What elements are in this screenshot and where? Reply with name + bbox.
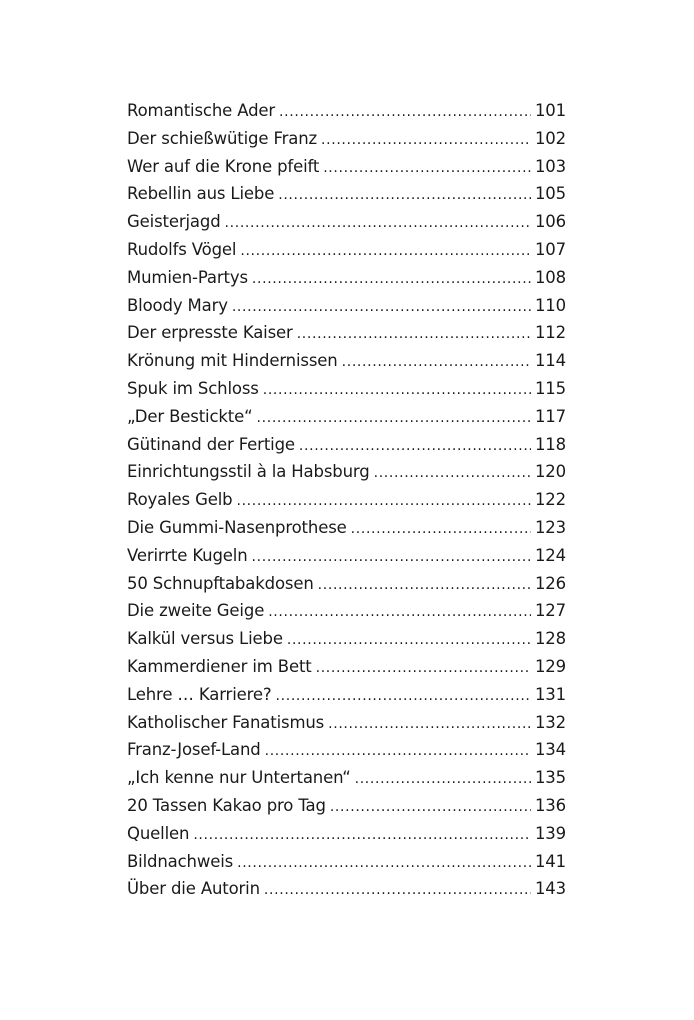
toc-entry-title: Gütinand der Fertige	[127, 434, 295, 454]
toc-entry-title: Bildnachweis	[127, 851, 234, 871]
toc-entry-title: Katholischer Fanatismus	[127, 712, 325, 732]
toc-entry	[127, 153, 566, 181]
toc-entry	[127, 458, 566, 486]
toc-entry-title: 20 Tassen Kakao pro Tag	[127, 795, 326, 815]
dot-leader	[321, 127, 531, 153]
table-of-contents	[127, 97, 566, 903]
toc-entry-page-number: 126	[534, 573, 566, 593]
toc-entry-title: Mumien-Partys	[127, 267, 248, 287]
dot-leader	[342, 349, 531, 375]
toc-entry-title: Die zweite Geige	[127, 601, 265, 621]
dot-leader	[240, 238, 531, 264]
toc-entry-title: Quellen	[127, 823, 190, 843]
toc-entry	[127, 97, 566, 125]
toc-entry-title: Der schießwütige Franz	[127, 128, 318, 148]
toc-entry	[127, 208, 566, 236]
toc-entry-title: Die Gummi-Nasenprothese	[127, 517, 347, 537]
dot-leader	[232, 294, 531, 320]
dot-leader	[299, 433, 531, 459]
toc-entry-title: „Der Bestickte“	[127, 406, 253, 426]
toc-entry-page-number: 129	[534, 656, 566, 676]
toc-entry-page-number: 132	[534, 712, 566, 732]
toc-entry-title: Rudolfs Vögel	[127, 239, 237, 259]
toc-entry-title: Romantische Ader	[127, 101, 276, 120]
toc-entry	[127, 514, 566, 542]
toc-entry	[127, 570, 566, 598]
toc-entry-page-number: 117	[534, 406, 566, 426]
toc-entry	[127, 736, 566, 764]
toc-entry	[127, 820, 566, 848]
toc-entry	[127, 875, 566, 903]
toc-entry	[127, 792, 566, 820]
toc-entry	[127, 375, 566, 403]
dot-leader	[236, 488, 530, 514]
dot-leader	[330, 794, 531, 820]
toc-entry	[127, 292, 566, 320]
toc-entry-page-number: 139	[534, 823, 566, 843]
toc-entry-title: Franz-Josef-Land	[127, 740, 261, 760]
toc-entry-page-number: 124	[534, 545, 566, 565]
toc-entry-page-number: 108	[534, 267, 566, 287]
dot-leader	[287, 627, 531, 653]
toc-entry-page-number: 110	[534, 295, 566, 315]
toc-entry	[127, 236, 566, 264]
toc-entry-page-number: 103	[534, 156, 566, 176]
toc-entry-page-number: 143	[534, 879, 566, 899]
toc-entry-page-number: 136	[534, 795, 566, 815]
dot-leader	[193, 822, 531, 848]
dot-leader	[323, 155, 531, 181]
dot-leader	[237, 850, 531, 876]
toc-entry-title: Der erpresste Kaiser	[127, 323, 293, 343]
toc-entry	[127, 431, 566, 459]
toc-entry-title: Rebellin aus Liebe	[127, 184, 275, 204]
toc-entry-page-number: 112	[534, 323, 566, 343]
toc-entry-page-number: 123	[534, 517, 566, 537]
toc-entry-page-number: 115	[534, 378, 566, 398]
dot-leader	[278, 182, 531, 208]
toc-entry-page-number: 114	[534, 351, 566, 371]
toc-entry	[127, 319, 566, 347]
toc-entry	[127, 625, 566, 653]
toc-entry	[127, 125, 566, 153]
toc-entry	[127, 542, 566, 570]
toc-entry-page-number: 135	[534, 768, 566, 788]
dot-leader	[374, 460, 531, 486]
toc-entry-title: 50 Schnupftabakdosen	[127, 573, 314, 593]
toc-entry-title: Kalkül versus Liebe	[127, 629, 283, 649]
toc-entry-page-number: 107	[534, 239, 566, 259]
dot-leader	[279, 99, 531, 125]
dot-leader	[276, 683, 531, 709]
toc-entry-page-number: 128	[534, 629, 566, 649]
toc-entry	[127, 681, 566, 709]
toc-entry-page-number: 105	[534, 184, 566, 204]
toc-entry-title: Verirrte Kugeln	[127, 545, 248, 565]
dot-leader	[257, 405, 531, 431]
toc-entry-page-number: 106	[534, 212, 566, 232]
toc-entry-title: Bloody Mary	[127, 295, 228, 315]
toc-entry	[127, 180, 566, 208]
dot-leader	[265, 738, 531, 764]
dot-leader	[252, 266, 531, 292]
dot-leader	[268, 599, 531, 625]
dot-leader	[252, 544, 531, 570]
toc-entry-page-number: 127	[534, 601, 566, 621]
toc-entry-title: Kammerdiener im Bett	[127, 656, 312, 676]
toc-entry-title: „Ich kenne nur Untertanen“	[127, 768, 351, 788]
toc-entry	[127, 403, 566, 431]
toc-entry-page-number: 118	[534, 434, 566, 454]
toc-entry	[127, 653, 566, 681]
dot-leader	[355, 766, 531, 792]
toc-entry-title: Über die Autorin	[127, 879, 260, 899]
toc-entry-title: Krönung mit Hindernissen	[127, 351, 338, 371]
toc-entry-title: Lehre … Karriere?	[127, 684, 272, 704]
toc-entry	[127, 264, 566, 292]
toc-entry	[127, 597, 566, 625]
toc-entry	[127, 486, 566, 514]
toc-entry-title: Wer auf die Krone pfeift	[127, 156, 320, 176]
dot-leader	[328, 711, 531, 737]
toc-entry-title: Einrichtungsstil à la Habsburg	[127, 462, 370, 482]
dot-leader	[351, 516, 531, 542]
toc-entry-page-number: 131	[534, 684, 566, 704]
toc-entry-title: Spuk im Schloss	[127, 378, 259, 398]
dot-leader	[263, 377, 531, 403]
toc-entry	[127, 764, 566, 792]
dot-leader	[225, 210, 531, 236]
toc-entry-page-number: 122	[534, 490, 566, 510]
toc-entry	[127, 347, 566, 375]
dot-leader	[316, 655, 531, 681]
toc-entry	[127, 848, 566, 876]
toc-entry-title: Royales Gelb	[127, 490, 233, 510]
dot-leader	[297, 321, 531, 347]
toc-entry-page-number: 120	[534, 462, 566, 482]
dot-leader	[318, 572, 531, 598]
toc-entry-page-number: 134	[534, 740, 566, 760]
toc-entry	[127, 709, 566, 737]
toc-entry-page-number: 102	[534, 128, 566, 148]
dot-leader	[264, 877, 531, 903]
toc-entry-page-number: 101	[534, 101, 566, 120]
toc-entry-page-number: 141	[534, 851, 566, 871]
toc-entry-title: Geisterjagd	[127, 212, 221, 232]
